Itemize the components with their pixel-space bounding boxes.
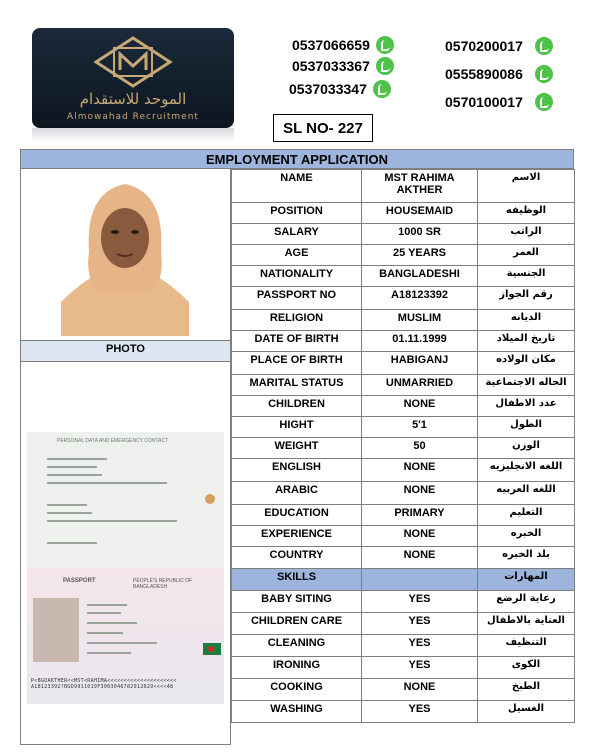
cell-value: YES [362, 613, 478, 635]
table-row [232, 438, 575, 459]
table-row [232, 613, 575, 635]
cell-label: HIGHT [232, 417, 362, 438]
cell-label: CLEANING [232, 635, 362, 657]
cell-ar: العمر [478, 245, 575, 266]
phone-number[interactable] [445, 65, 553, 83]
cell-ar: بلد الخبره [478, 547, 575, 569]
whatsapp-icon [535, 65, 553, 83]
cell-value: A18123392 [362, 287, 478, 310]
table-row [232, 287, 575, 310]
cell-ar: الحاله الاجتماعية [478, 375, 575, 396]
cell-label: BABY SITING [232, 591, 362, 613]
table-row [232, 547, 575, 569]
cell-label: ARABIC [232, 482, 362, 505]
cell-label: NATIONALITY [232, 266, 362, 287]
cell-ar: الخبره [478, 526, 575, 547]
logo-english-text: Almowahad Recruitment [67, 112, 199, 122]
phone-text: 0570100017 [445, 94, 523, 110]
table-row [232, 375, 575, 396]
cell-value: YES [362, 701, 478, 723]
cell-value: BANGLADESHI [362, 266, 478, 287]
skills-blank [362, 569, 478, 591]
cell-value: NONE [362, 459, 478, 482]
passport-mrz [31, 678, 177, 690]
cell-label: EXPERIENCE [232, 526, 362, 547]
cell-label: PASSPORT NO [232, 287, 362, 310]
table-row [232, 657, 575, 679]
table-row [232, 701, 575, 723]
cell-value: UNMARRIED [362, 375, 478, 396]
cell-ar: الراتب [478, 224, 575, 245]
phone-number[interactable] [292, 36, 394, 54]
skills-label-arabic: المهارات [478, 569, 575, 591]
cell-ar: رقم الجواز [478, 287, 575, 310]
passport-country: PEOPLE'S REPUBLIC OF BANGLADESH [133, 578, 193, 590]
whatsapp-icon [376, 36, 394, 54]
cell-value: NONE [362, 482, 478, 505]
cell-ar: تاريخ الميلاد [478, 331, 575, 352]
cell-value: NONE [362, 396, 478, 417]
cell-label: COUNTRY [232, 547, 362, 569]
cell-value: NONE [362, 547, 478, 569]
cell-label: WEIGHT [232, 438, 362, 459]
table-row [232, 526, 575, 547]
cell-value: YES [362, 657, 478, 679]
phone-text: 0537066659 [292, 37, 370, 53]
cell-label: MARITAL STATUS [232, 375, 362, 396]
passport-data-page [27, 432, 224, 568]
cell-ar: الطول [478, 417, 575, 438]
cell-value: 25 YEARS [362, 245, 478, 266]
cell-value: YES [362, 635, 478, 657]
cell-label: IRONING [232, 657, 362, 679]
table-row [232, 417, 575, 438]
cell-ar: التنظيف [478, 635, 575, 657]
mrz-line-2: A18123392?BGD9911019F3003046782912029<<<<48 [31, 684, 174, 690]
logo-emblem-icon [92, 36, 174, 88]
skills-label: SKILLS [232, 569, 362, 591]
table-row [232, 679, 575, 701]
cell-ar: العناية بالاطفال [478, 613, 575, 635]
cell-ar: رعاية الرضع [478, 591, 575, 613]
whatsapp-icon [373, 80, 391, 98]
whatsapp-icon [376, 57, 394, 75]
table-row [232, 352, 575, 375]
passport-title: PASSPORT [63, 578, 96, 584]
whatsapp-icon [535, 93, 553, 111]
table-row [232, 224, 575, 245]
whatsapp-icon [535, 37, 553, 55]
phone-number[interactable] [289, 80, 391, 98]
mrz-line-1: P<BGDAKTHER<<MST<RAHIMA<<<<<<<<<<<<<<<<<<<<< [31, 678, 177, 684]
cell-label: RELIGION [232, 310, 362, 331]
cell-label: ENGLISH [232, 459, 362, 482]
table-row [232, 331, 575, 352]
cell-value: MUSLIM [362, 310, 478, 331]
cell-value: YES [362, 591, 478, 613]
cell-ar: الجنسية [478, 266, 575, 287]
cell-value: 1000 SR [362, 224, 478, 245]
logo-arabic-text: الموحد للاستقدام [79, 90, 187, 108]
cell-ar: الغسيل [478, 701, 575, 723]
company-logo [32, 28, 234, 128]
cell-label: POSITION [232, 203, 362, 224]
table-row [232, 505, 575, 526]
cell-label: COOKING [232, 679, 362, 701]
bangladesh-flag-icon [203, 643, 221, 655]
table-row [232, 591, 575, 613]
cell-ar: الاسم [478, 170, 575, 203]
cell-label: EDUCATION [232, 505, 362, 526]
table-row [232, 396, 575, 417]
applicant-photo [61, 172, 189, 336]
phone-text: 0570200017 [445, 38, 523, 54]
cell-value: 50 [362, 438, 478, 459]
cell-ar: الديانه [478, 310, 575, 331]
cell-ar: الطبخ [478, 679, 575, 701]
passport-seal-icon [205, 494, 215, 504]
cell-ar: الوظيفه [478, 203, 575, 224]
cell-label: CHILDREN [232, 396, 362, 417]
table-row [232, 170, 575, 203]
cell-value: HABIGANJ [362, 352, 478, 375]
cell-value: HOUSEMAID [362, 203, 478, 224]
cell-label: DATE OF BIRTH [232, 331, 362, 352]
cell-label: SALARY [232, 224, 362, 245]
cell-value: 01.11.1999 [362, 331, 478, 352]
skills-header-row [232, 569, 575, 591]
phone-text: 0537033347 [289, 81, 367, 97]
cell-ar: الكوى [478, 657, 575, 679]
cell-ar: مكان الولاده [478, 352, 575, 375]
table-row [232, 245, 575, 266]
cell-label: AGE [232, 245, 362, 266]
phone-text: 0555890086 [445, 66, 523, 82]
table-row [232, 482, 575, 505]
cell-value: 5'1 [362, 417, 478, 438]
form-title: EMPLOYMENT APPLICATION [20, 149, 574, 169]
passport-holder-photo [33, 598, 79, 662]
photo-label: PHOTO [20, 340, 231, 362]
table-row [232, 266, 575, 287]
phone-number[interactable] [445, 93, 553, 111]
passport-header-text: PERSONAL DATA AND EMERGENCY CONTACT [57, 438, 169, 444]
passport-scan [27, 432, 224, 704]
cell-ar: اللغه الانجليزيه [478, 459, 575, 482]
cell-label: NAME [232, 170, 362, 203]
cell-value: PRIMARY [362, 505, 478, 526]
table-row [232, 635, 575, 657]
table-row [232, 310, 575, 331]
cell-label: PLACE OF BIRTH [232, 352, 362, 375]
phone-number[interactable] [445, 37, 553, 55]
cell-ar: اللغه العربيه [478, 482, 575, 505]
cell-label: CHILDREN CARE [232, 613, 362, 635]
cell-value: MST RAHIMA AKTHER [362, 170, 478, 203]
phone-number[interactable] [292, 57, 394, 75]
cell-ar: التعليم [478, 505, 575, 526]
logo-reflection [32, 128, 234, 142]
cell-value: NONE [362, 679, 478, 701]
cell-value: NONE [362, 526, 478, 547]
cell-label: WASHING [232, 701, 362, 723]
table-row [232, 203, 575, 224]
table-row [232, 459, 575, 482]
cell-ar: الوزن [478, 438, 575, 459]
serial-number: SL NO- 227 [273, 114, 373, 142]
phone-text: 0537033367 [292, 58, 370, 74]
cell-ar: عدد الاطفال [478, 396, 575, 417]
application-details-table [231, 169, 575, 723]
